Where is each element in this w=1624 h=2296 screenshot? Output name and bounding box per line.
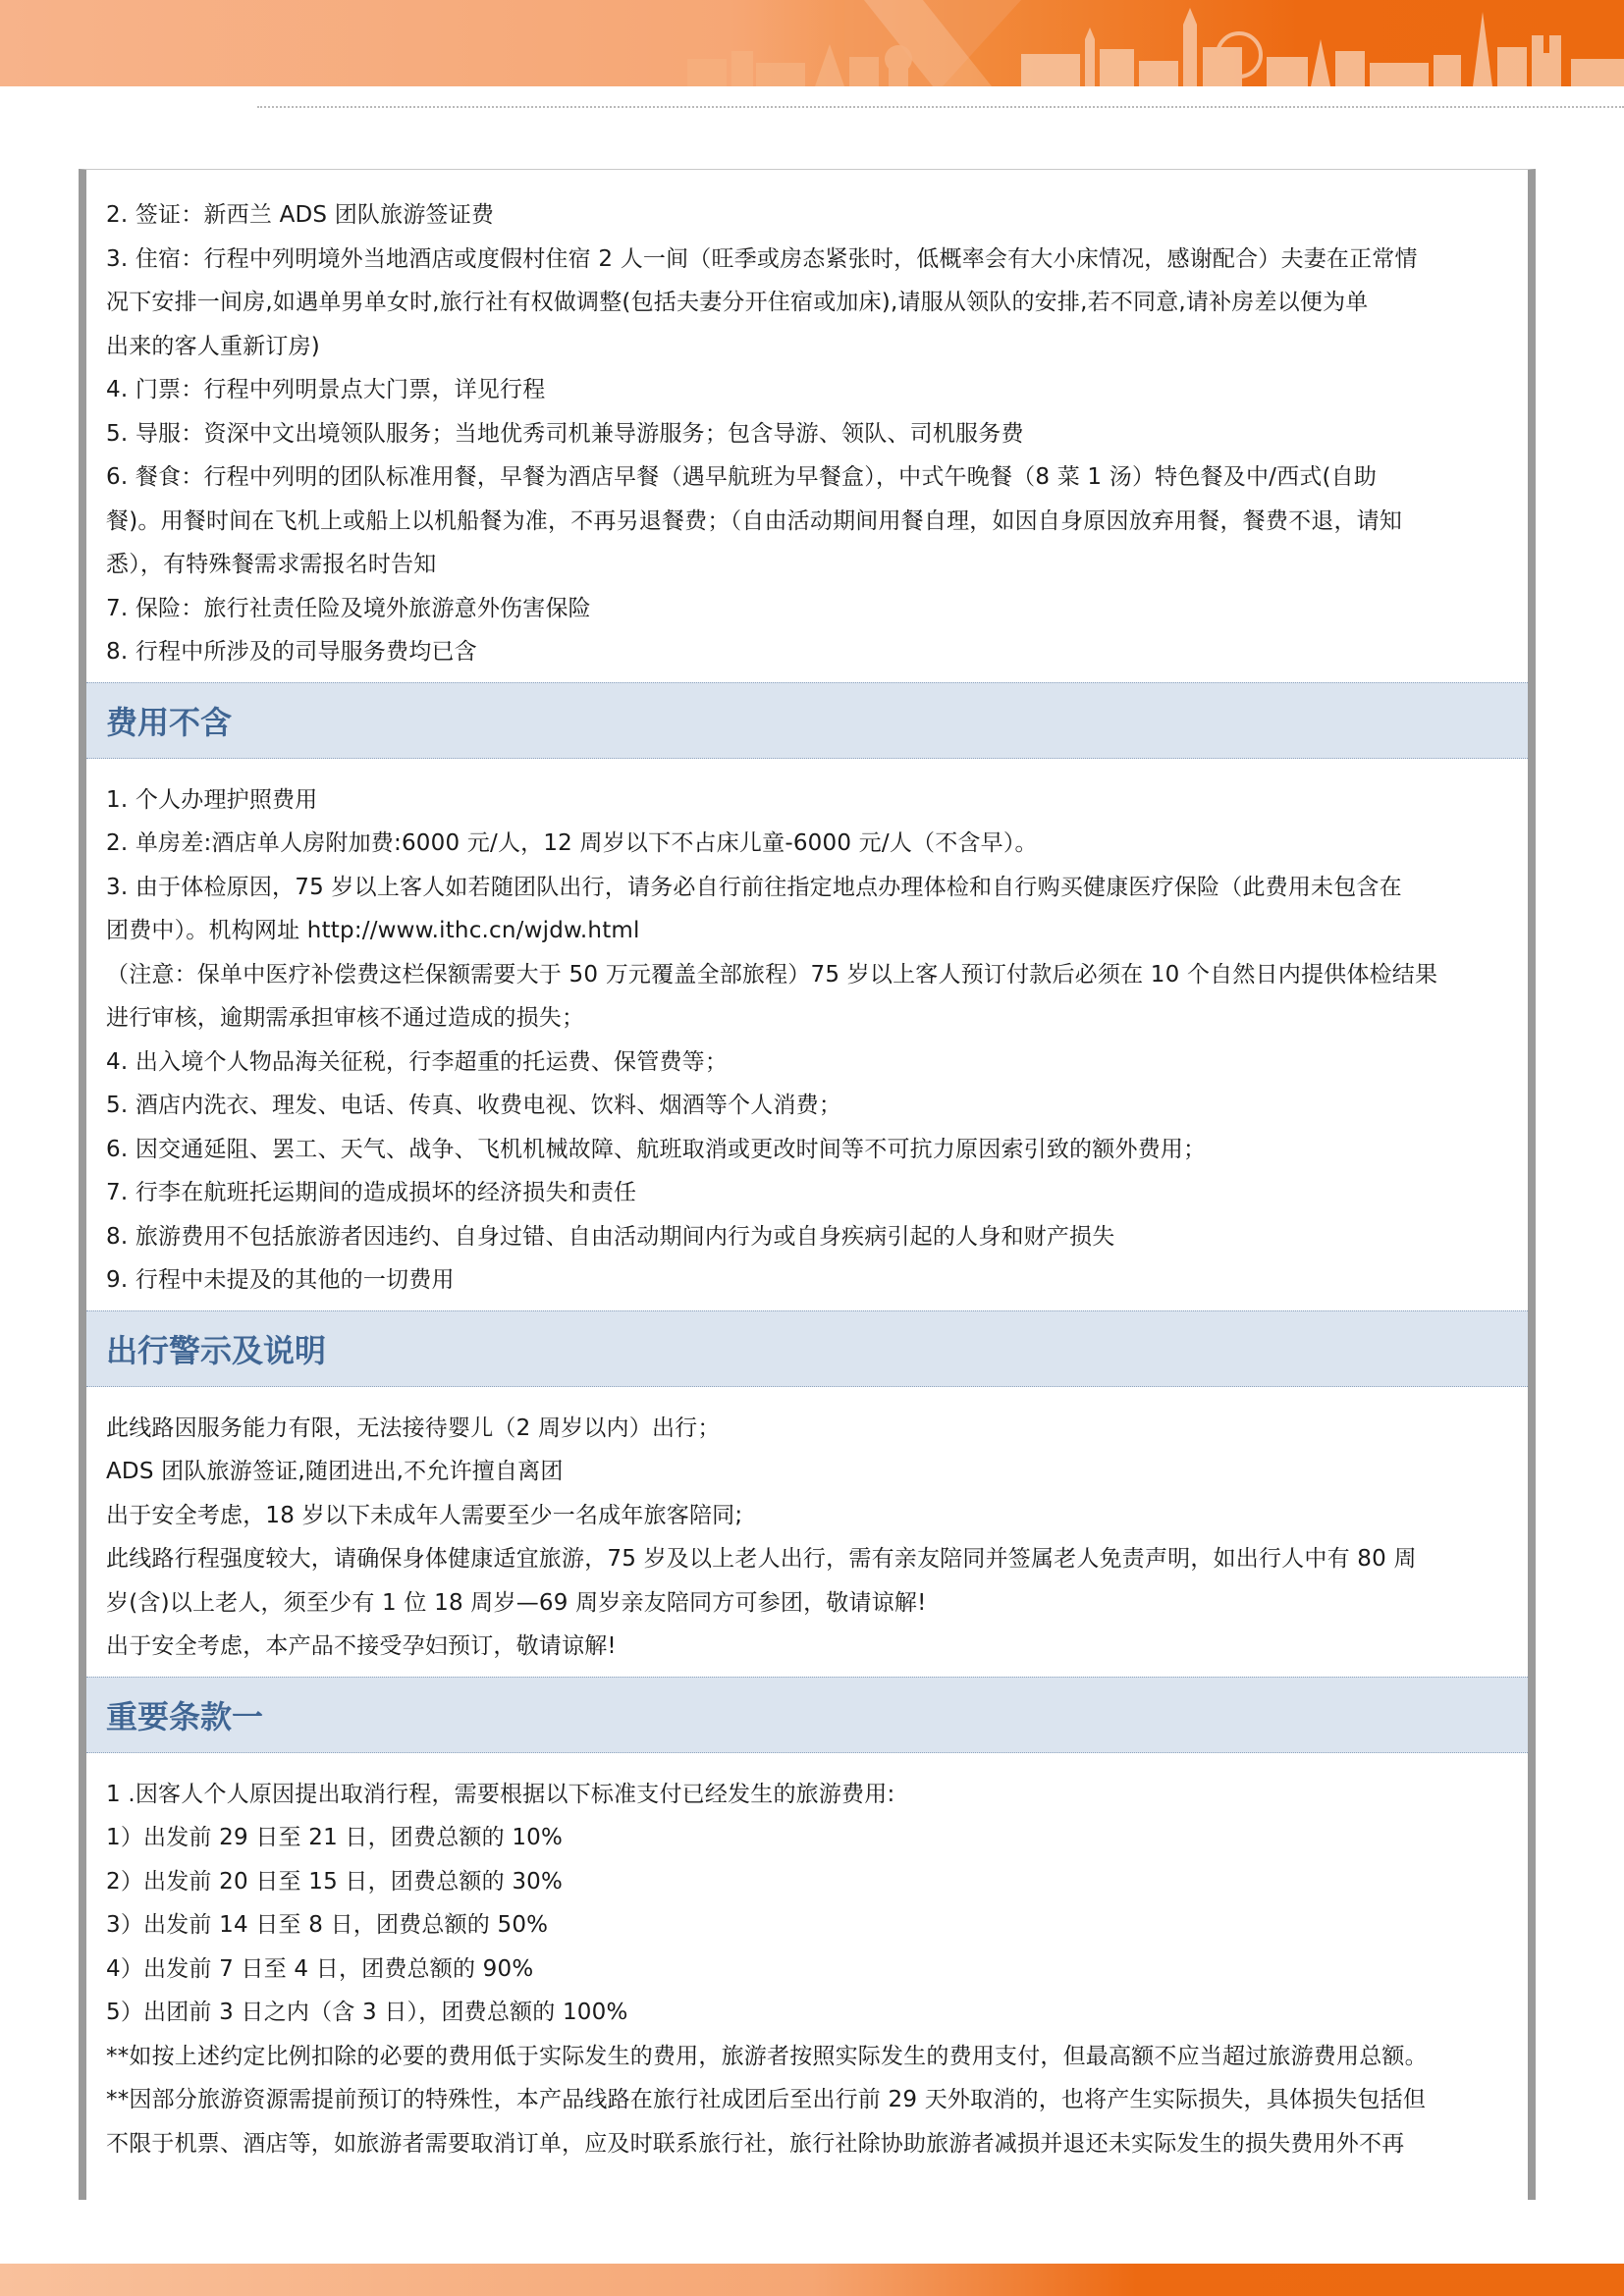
terms-list [86, 1753, 1528, 2174]
list-item: ADS 团队旅游签证,随团进出,不允许擅自离团 [106, 1459, 564, 1484]
list-item: 餐)。用餐时间在飞机上或船上以机船餐为准，不再另退餐费；（自由活动期间用餐自理，如因自身原因放弃用餐，餐费不退，请知 [106, 507, 1403, 534]
list-item: 3. 住宿：行程中列明境外当地酒店或度假村住宿 2 人一间（旺季或房态紧张时，低概率会有大小床情况，感谢配合）夫妻在正常情 [106, 245, 1418, 272]
section-title-excluded: 费用不含 [86, 682, 1528, 759]
list-item: 2. 单房差:酒店单人房附加费:6000 元/人，12 周岁以下不占床儿童-6000 元/人（不含早）。 [106, 830, 1038, 856]
section-title-warnings: 出行警示及说明 [86, 1310, 1528, 1387]
list-item: 5. 酒店内洗衣、理发、电话、传真、收费电视、饮料、烟酒等个人消费； [106, 1093, 842, 1118]
list-item: 7. 行李在航班托运期间的造成损坏的经济损失和责任 [106, 1180, 637, 1205]
list-item: 4. 出入境个人物品海关征税，行李超重的托运费、保管费等； [106, 1048, 729, 1075]
list-item: 此线路行程强度较大，请确保身体健康适宜旅游，75 岁及以上老人出行，需有亲友陪同并签属老人免责声明，如出行人中有 80 周 [106, 1546, 1417, 1572]
included-continued [86, 170, 1528, 682]
warnings-list [86, 1387, 1528, 1677]
skyline-decoration [0, 0, 1624, 86]
list-item: 8. 行程中所涉及的司导服务费均已含 [106, 639, 477, 665]
list-item: **如按上述约定比例扣除的必要的费用低于实际发生的费用，旅游者按照实际发生的费用支付，但最高额不应当超过旅游费用总额。 [106, 2043, 1428, 2069]
list-item: 出于安全考虑，本产品不接受孕妇预订，敬请谅解! [106, 1633, 617, 1659]
list-item: 4）出发前 7 日至 4 日，团费总额的 90% [106, 1955, 534, 1982]
list-item: **因部分旅游资源需提前预订的特殊性，本产品线路在旅行社成团后至出行前 29 天外取消的，也将产生实际损失，具体损失包括但 [106, 2087, 1427, 2112]
list-item: 9. 行程中未提及的其他的一切费用 [106, 1267, 455, 1293]
header-rule [257, 106, 1624, 108]
top-banner [0, 0, 1624, 86]
list-item: 8. 旅游费用不包括旅游者因违约、自身过错、自由活动期间内行为或自身疾病引起的人身和财产损失 [106, 1223, 1115, 1250]
list-item: 岁(含)以上老人，须至少有 1 位 18 周岁—69 周岁亲友陪同方可参团，敬请谅解! [106, 1589, 927, 1616]
content-panel [79, 169, 1536, 2200]
list-item: 悉），有特殊餐需求需报名时告知 [106, 552, 437, 577]
list-item: 况下安排一间房,如遇单男单女时,旅行社有权做调整(包括夫妻分开住宿或加床),请服从领队的安排,若不同意,请补房差以便为单 [106, 290, 1369, 315]
list-item: 2. 签证：新西兰 ADS 团队旅游签证费 [106, 202, 495, 228]
list-item: 进行审核，逾期需承担审核不通过造成的损失； [106, 1005, 585, 1031]
list-item: 出来的客人重新订房) [106, 333, 320, 359]
list-item: 5. 导服：资深中文出境领队服务；当地优秀司机兼导游服务；包含导游、领队、司机服务费 [106, 420, 1024, 447]
list-item: 1. 个人办理护照费用 [106, 786, 318, 813]
list-item: 6. 餐食：行程中列明的团队标准用餐，早餐为酒店早餐（遇早航班为早餐盒），中式午晚餐（8 菜 1 汤）特色餐及中/西式(自助 [106, 464, 1378, 490]
excluded-list [86, 759, 1528, 1310]
section-title-terms: 重要条款一 [86, 1677, 1528, 1753]
list-item: 7. 保险：旅行社责任险及境外旅游意外伤害保险 [106, 595, 591, 621]
list-item: 6. 因交通延阻、罢工、天气、战争、飞机机械故障、航班取消或更改时间等不可抗力原因索引致的额外费用； [106, 1136, 1207, 1162]
list-item: 此线路因服务能力有限，无法接待婴儿（2 周岁以内）出行； [106, 1415, 721, 1441]
list-item: 5）出团前 3 日之内（含 3 日），团费总额的 100% [106, 2000, 628, 2025]
list-item: 2）出发前 20 日至 15 日，团费总额的 30% [106, 1868, 564, 1895]
list-item: 出于安全考虑，18 岁以下未成年人需要至少一名成年旅客陪同; [106, 1502, 743, 1528]
list-item: 3）出发前 14 日至 8 日，团费总额的 50% [106, 1912, 549, 1938]
list-item: 3. 由于体检原因，75 岁以上客人如若随团队出行，请务必自行前往指定地点办理体检和自行购买健康医疗保险（此费用未包含在 [106, 874, 1402, 900]
list-item: 不限于机票、酒店等，如旅游者需要取消订单，应及时联系旅行社，旅行社除协助旅游者减损并退还未实际发生的损失费用外不再 [106, 2130, 1405, 2157]
bottom-band [0, 2264, 1624, 2296]
list-item: 1 .因客人个人原因提出取消行程，需要根据以下标准支付已经发生的旅游费用: [106, 1781, 895, 1807]
list-item: （注意：保单中医疗补偿费这栏保额需要大于 50 万元覆盖全部旅程）75 岁以上客人预订付款后必须在 10 个自然日内提供体检结果 [106, 961, 1438, 988]
list-item: 团费中）。机构网址 http://www.ithc.cn/wjdw.html [106, 918, 640, 943]
list-item: 4. 门票：行程中列明景点大门票，详见行程 [106, 377, 546, 402]
list-item: 1）出发前 29 日至 21 日，团费总额的 10% [106, 1825, 564, 1850]
